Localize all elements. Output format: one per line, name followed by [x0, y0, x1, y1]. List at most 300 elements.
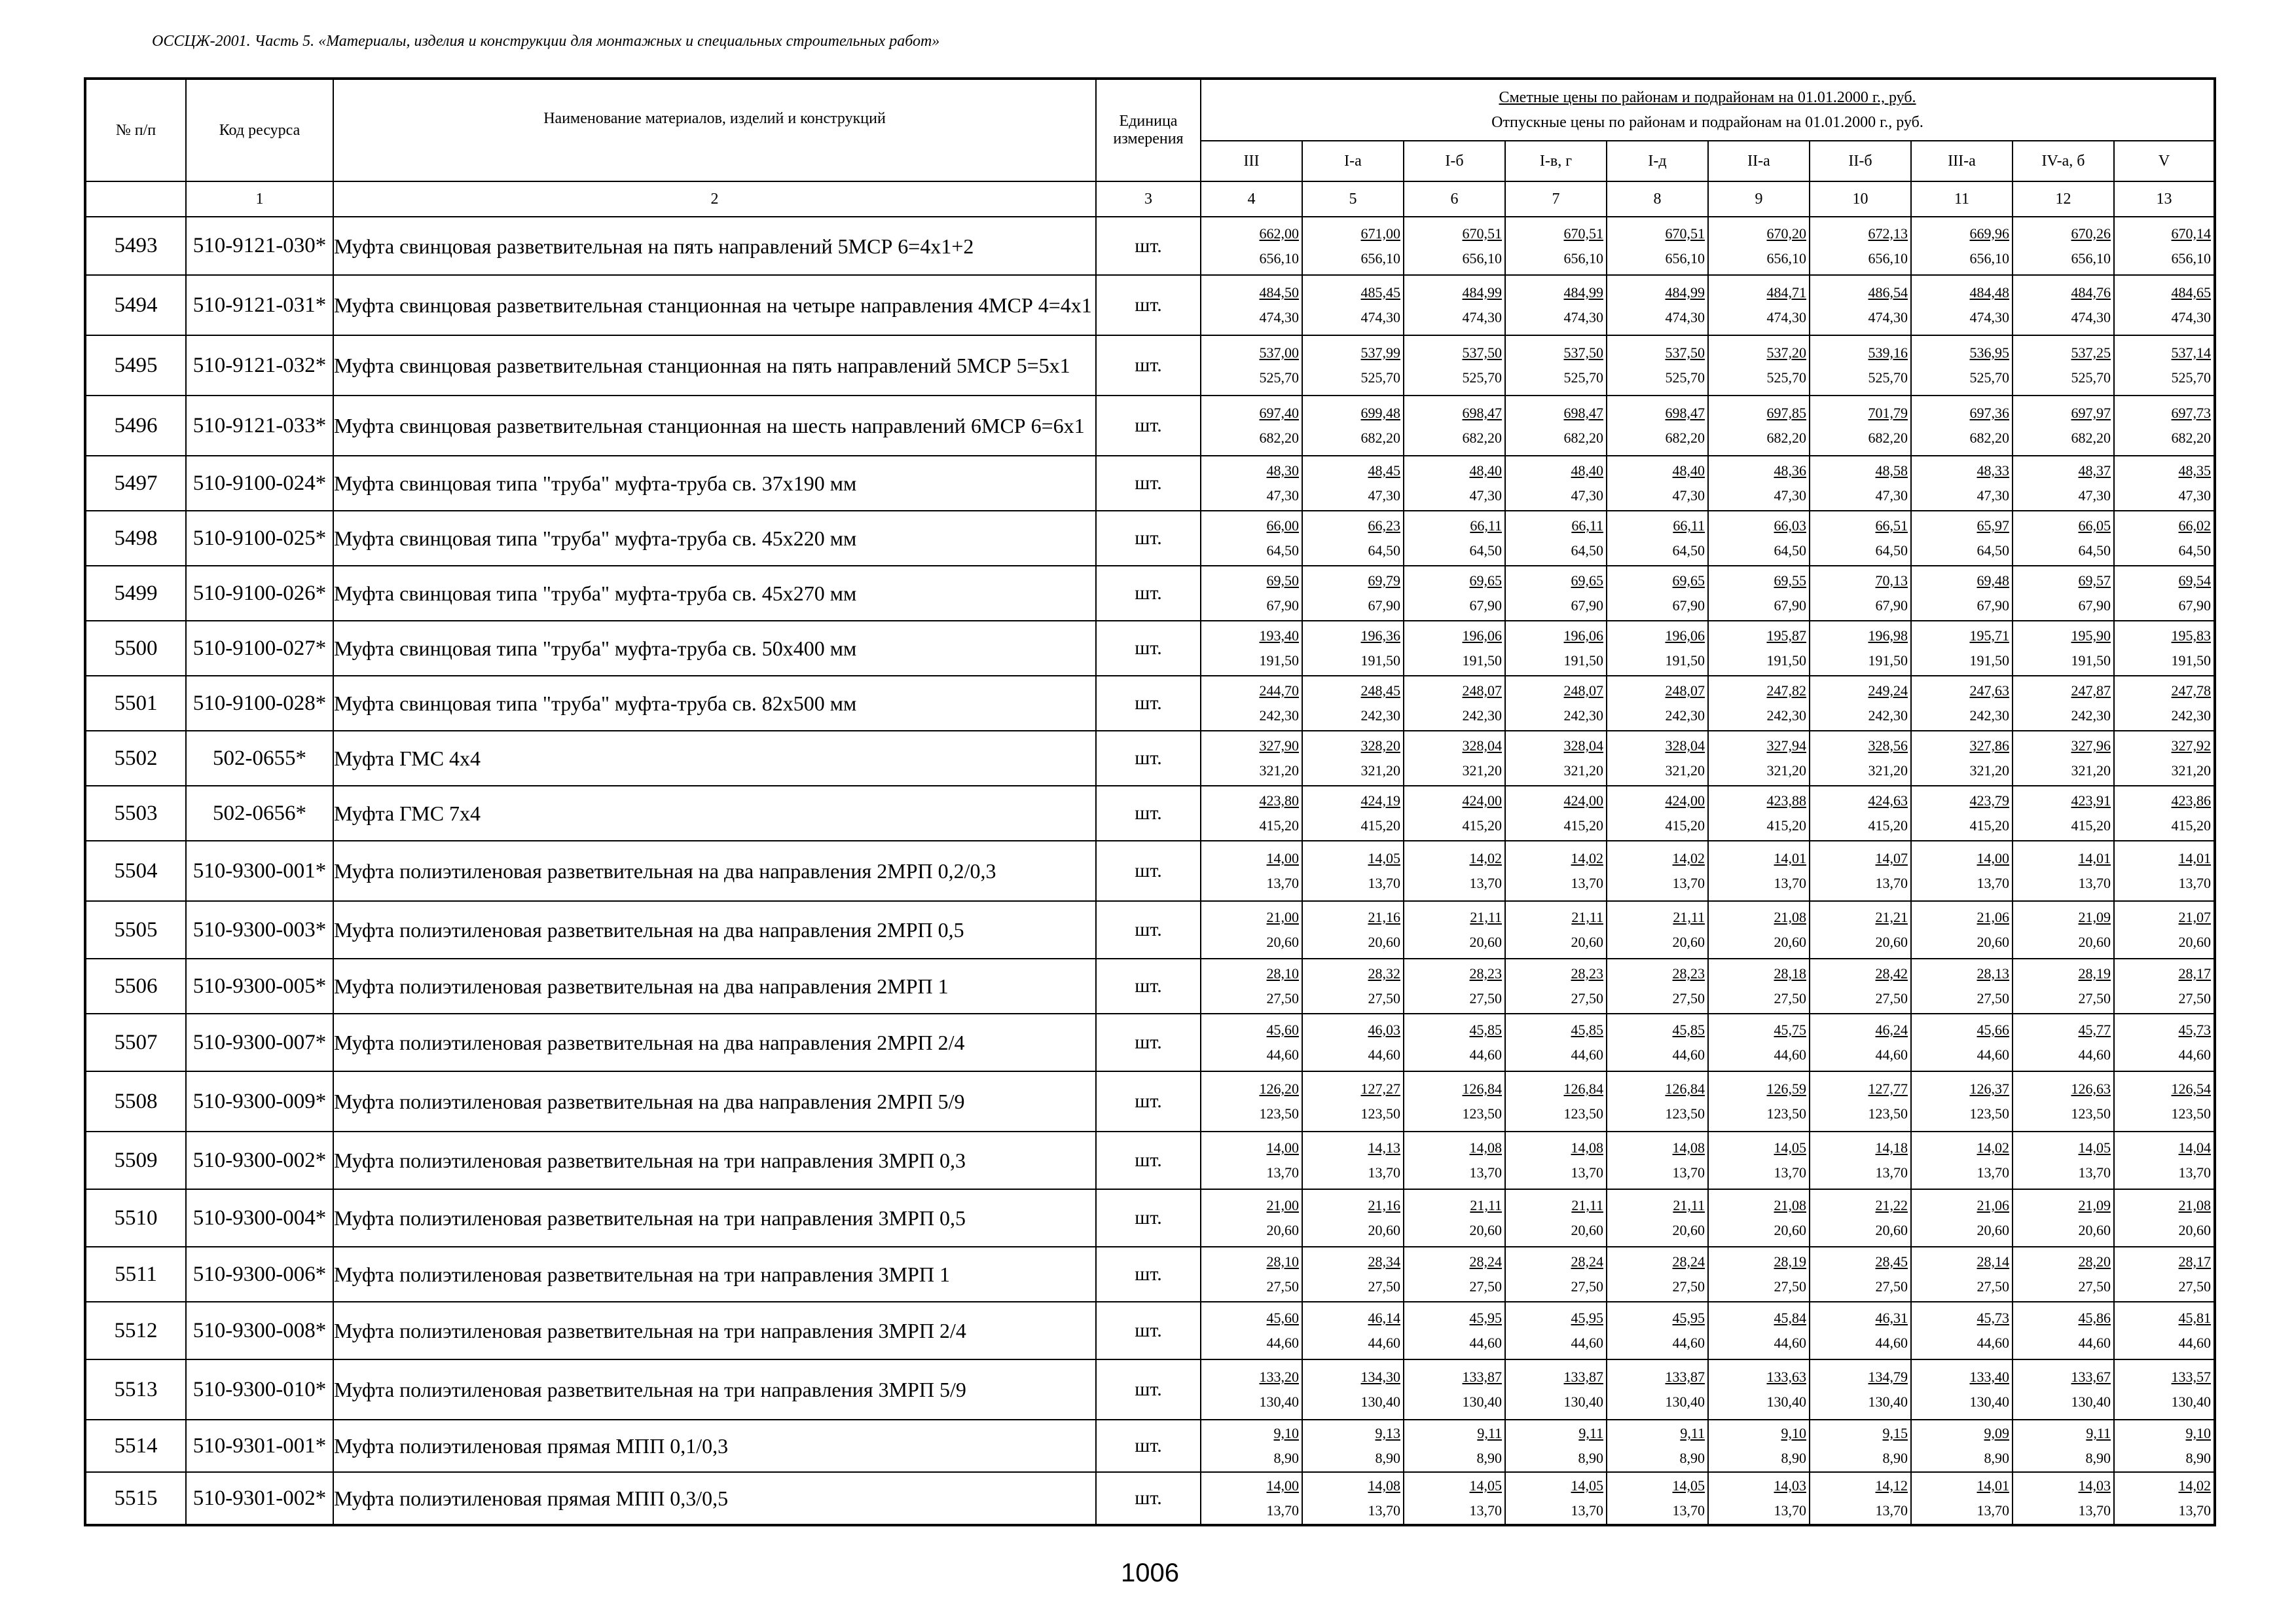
row-number: 5493	[85, 217, 186, 275]
price-cell	[2114, 456, 2215, 511]
release-price: 20,60	[1672, 934, 1705, 950]
price-cell	[2013, 511, 2114, 566]
estimate-price: 423,91	[2071, 792, 2111, 809]
material-name: Муфта полиэтиленовая разветвительная на три направления 3МРП 5/9	[333, 1359, 1096, 1420]
estimate-price: 45,85	[1469, 1022, 1502, 1038]
release-price: 474,30	[1563, 309, 1603, 325]
price-cell	[1404, 1247, 1505, 1302]
column-number	[85, 181, 186, 217]
price-cell	[1708, 1189, 1810, 1247]
estimate-price: 126,37	[1969, 1080, 2009, 1097]
unit-cell: шт.	[1096, 1132, 1201, 1189]
price-cell	[1810, 335, 1911, 396]
estimate-price: 669,96	[1969, 225, 2009, 242]
material-name: Муфта полиэтиленовая разветвительная на два направления 2МРП 2/4	[333, 1014, 1096, 1071]
release-price: 13,70	[1977, 1164, 2009, 1181]
resource-code: 510-9121-033*	[186, 396, 333, 456]
price-cell	[1505, 1189, 1607, 1247]
release-price: 13,70	[2178, 1502, 2212, 1519]
unit-cell: шт.	[1096, 786, 1201, 841]
resource-code: 510-9300-007*	[186, 1014, 333, 1071]
release-price: 27,50	[1469, 990, 1502, 1006]
estimate-price: 699,48	[1360, 405, 1400, 421]
price-cell	[1404, 1132, 1505, 1189]
price-cell	[1911, 1071, 2013, 1132]
material-name: Муфта ГМС 7x4	[333, 786, 1096, 841]
release-price: 27,50	[1977, 990, 2009, 1006]
release-price: 123,50	[1969, 1105, 2009, 1122]
price-cell	[2013, 621, 2114, 676]
price-cell	[2013, 731, 2114, 786]
release-price: 47,30	[1774, 487, 1806, 504]
resource-code: 510-9100-025*	[186, 511, 333, 566]
column-number: 8	[1607, 181, 1708, 217]
estimate-price: 247,87	[2071, 682, 2111, 699]
price-cell	[1302, 217, 1404, 275]
price-cell	[1911, 1472, 2013, 1525]
price-cell	[1404, 217, 1505, 275]
price-cell	[1201, 1359, 1302, 1420]
resource-code: 510-9301-002*	[186, 1472, 333, 1525]
release-price: 8,90	[2185, 1450, 2212, 1466]
price-cell	[1607, 1014, 1708, 1071]
estimate-price: 66,11	[1571, 517, 1603, 534]
release-price: 321,20	[1665, 762, 1705, 779]
price-cell	[1911, 786, 2013, 841]
price-cell	[1911, 566, 2013, 621]
estimate-price: 66,23	[1368, 517, 1400, 534]
price-cell	[1201, 275, 1302, 335]
price-cell	[1810, 566, 1911, 621]
estimate-price: 46,14	[1368, 1310, 1400, 1326]
estimate-price: 327,92	[2171, 737, 2212, 754]
price-cell	[1810, 1420, 1911, 1472]
resource-code: 510-9121-031*	[186, 275, 333, 335]
release-price: 13,70	[2178, 875, 2212, 891]
estimate-price: 46,31	[1875, 1310, 1908, 1326]
price-cell	[2114, 621, 2215, 676]
col-header-name: Наименование материалов, изделий и конструкций	[333, 79, 1096, 181]
price-cell	[1505, 511, 1607, 566]
release-price: 13,70	[1875, 875, 1908, 891]
release-price: 321,20	[1766, 762, 1806, 779]
estimate-price: 484,50	[1259, 284, 1299, 301]
price-cell	[1810, 511, 1911, 566]
release-price: 44,60	[1774, 1046, 1806, 1063]
estimate-price: 247,63	[1969, 682, 2009, 699]
estimate-price: 69,54	[2178, 572, 2212, 589]
price-cell	[1911, 396, 2013, 456]
unit-cell: шт.	[1096, 731, 1201, 786]
estimate-price: 14,07	[1875, 850, 1908, 866]
release-price: 13,70	[1571, 1502, 1603, 1519]
estimate-price: 423,86	[2171, 792, 2212, 809]
release-price: 682,20	[1360, 430, 1400, 446]
resource-code: 510-9121-032*	[186, 335, 333, 396]
estimate-price: 126,84	[1462, 1080, 1502, 1097]
release-price: 27,50	[1266, 1278, 1299, 1295]
release-price: 27,50	[1672, 1278, 1705, 1295]
release-price: 27,50	[2078, 990, 2111, 1006]
release-price: 474,30	[2171, 309, 2212, 325]
table-row	[85, 396, 2215, 456]
region-header: I-б	[1404, 141, 1505, 181]
price-cell	[1708, 1014, 1810, 1071]
row-number: 5514	[85, 1420, 186, 1472]
release-price: 13,70	[1266, 875, 1299, 891]
release-price: 67,90	[1774, 597, 1806, 614]
estimate-price: 48,40	[1571, 462, 1603, 479]
material-name: Муфта свинцовая разветвительная станционная на четыре направления 4МСР 4=4x1	[333, 275, 1096, 335]
price-cell	[1302, 901, 1404, 959]
unit-cell: шт.	[1096, 217, 1201, 275]
release-price: 191,50	[1969, 652, 2009, 669]
release-price: 415,20	[1766, 817, 1806, 834]
material-name: Муфта полиэтиленовая разветвительная на два направления 2МРП 1	[333, 959, 1096, 1014]
estimate-price: 133,87	[1563, 1369, 1603, 1385]
release-price: 13,70	[1774, 1164, 1806, 1181]
price-cell	[1505, 841, 1607, 901]
estimate-price: 672,13	[1868, 225, 1908, 242]
release-price: 474,30	[1462, 309, 1502, 325]
price-cell	[2114, 1071, 2215, 1132]
price-cell	[1708, 335, 1810, 396]
estimate-price: 69,65	[1469, 572, 1502, 589]
table-row	[85, 217, 2215, 275]
estimate-price: 14,08	[1469, 1139, 1502, 1156]
price-cell	[1302, 335, 1404, 396]
estimate-price: 14,13	[1368, 1139, 1400, 1156]
estimate-price: 328,56	[1868, 737, 1908, 754]
price-cell	[2114, 1132, 2215, 1189]
release-price: 191,50	[2171, 652, 2212, 669]
estimate-price: 126,63	[2071, 1080, 2111, 1097]
estimate-price: 69,65	[1571, 572, 1603, 589]
table-row	[85, 621, 2215, 676]
price-cell	[2013, 456, 2114, 511]
release-price: 13,70	[2078, 1502, 2111, 1519]
price-cell	[1911, 841, 2013, 901]
release-price: 130,40	[1868, 1393, 1908, 1410]
unit-cell: шт.	[1096, 1071, 1201, 1132]
price-cell	[1810, 1189, 1911, 1247]
estimate-price: 126,84	[1563, 1080, 1603, 1097]
price-cell	[1810, 676, 1911, 731]
release-price: 47,30	[2078, 487, 2111, 504]
price-cell	[1810, 1071, 1911, 1132]
release-price: 130,40	[2071, 1393, 2111, 1410]
prices-header-release: Отпускные цены по районам и подрайонам на 01.01.2000 г., руб.	[1491, 114, 1923, 131]
price-cell	[2013, 901, 2114, 959]
price-cell	[1708, 1132, 1810, 1189]
region-header: IV-а, б	[2013, 141, 2114, 181]
page-number: 1006	[1121, 1559, 1179, 1587]
release-price: 130,40	[2171, 1393, 2212, 1410]
estimate-price: 424,00	[1462, 792, 1502, 809]
release-price: 656,10	[2071, 249, 2111, 267]
price-cell	[2013, 1420, 2114, 1472]
region-header: I-д	[1607, 141, 1708, 181]
release-price: 321,20	[1969, 762, 2009, 779]
release-price: 191,50	[1563, 652, 1603, 669]
estimate-price: 14,03	[1774, 1477, 1806, 1494]
table-row	[85, 275, 2215, 335]
estimate-price: 21,16	[1368, 909, 1400, 925]
estimate-price: 670,26	[2071, 225, 2111, 242]
estimate-price: 698,47	[1563, 405, 1603, 421]
price-cell	[1302, 1472, 1404, 1525]
release-price: 27,50	[2078, 1278, 2111, 1295]
release-price: 525,70	[1969, 369, 2009, 386]
price-cell	[1911, 456, 2013, 511]
estimate-price: 14,00	[1977, 850, 2009, 866]
price-cell	[1810, 1014, 1911, 1071]
estimate-price: 697,36	[1969, 405, 2009, 421]
resource-code: 510-9100-027*	[186, 621, 333, 676]
price-cell	[1708, 217, 1810, 275]
price-cell	[2013, 1014, 2114, 1071]
release-price: 13,70	[1266, 1502, 1299, 1519]
release-price: 20,60	[1368, 1222, 1400, 1238]
estimate-price: 45,95	[1571, 1310, 1603, 1326]
estimate-price: 537,50	[1563, 344, 1603, 361]
estimate-price: 46,24	[1875, 1022, 1908, 1038]
release-price: 415,20	[1462, 817, 1502, 834]
price-cell	[1302, 511, 1404, 566]
estimate-price: 328,04	[1563, 737, 1603, 754]
price-cell	[1404, 335, 1505, 396]
price-cell	[1505, 1132, 1607, 1189]
price-cell	[2114, 1247, 2215, 1302]
release-price: 44,60	[1875, 1046, 1908, 1063]
price-cell	[1607, 1247, 1708, 1302]
estimate-price: 70,13	[1875, 572, 1908, 589]
release-price: 13,70	[1368, 875, 1400, 891]
price-cell	[1201, 456, 1302, 511]
release-price: 64,50	[1672, 542, 1705, 559]
estimate-price: 126,20	[1259, 1080, 1299, 1097]
estimate-price: 697,97	[2071, 405, 2111, 421]
estimate-price: 14,00	[1266, 850, 1299, 866]
estimate-price: 28,23	[1571, 965, 1603, 982]
release-price: 191,50	[2071, 652, 2111, 669]
price-cell	[1201, 1071, 1302, 1132]
estimate-price: 195,83	[2171, 627, 2212, 644]
region-header: II-а	[1708, 141, 1810, 181]
estimate-price: 69,79	[1368, 572, 1400, 589]
resource-code: 510-9100-024*	[186, 456, 333, 511]
release-price: 656,10	[1462, 249, 1502, 267]
column-number: 5	[1302, 181, 1404, 217]
material-name: Муфта полиэтиленовая разветвительная на три направления 3МРП 2/4	[333, 1302, 1096, 1359]
price-cell	[1201, 566, 1302, 621]
price-cell	[1911, 1420, 2013, 1472]
estimate-price: 670,51	[1563, 225, 1603, 242]
release-price: 8,90	[1476, 1450, 1502, 1466]
price-cell	[2114, 335, 2215, 396]
price-cell	[1607, 1071, 1708, 1132]
estimate-price: 45,60	[1266, 1022, 1299, 1038]
release-price: 321,20	[1360, 762, 1400, 779]
price-cell	[2114, 275, 2215, 335]
release-price: 321,20	[1563, 762, 1603, 779]
material-name: Муфта свинцовая типа "труба" муфта-труба св. 82x500 мм	[333, 676, 1096, 731]
price-cell	[1708, 1247, 1810, 1302]
release-price: 123,50	[1563, 1105, 1603, 1122]
estimate-price: 14,05	[1571, 1477, 1603, 1494]
estimate-price: 670,20	[1766, 225, 1806, 242]
price-cell	[2013, 676, 2114, 731]
estimate-price: 45,60	[1266, 1310, 1299, 1326]
price-cell	[2114, 1359, 2215, 1420]
release-price: 656,10	[1665, 249, 1705, 267]
resource-code: 510-9100-026*	[186, 566, 333, 621]
price-cell	[1911, 731, 2013, 786]
release-price: 656,10	[1766, 249, 1806, 267]
release-price: 123,50	[1259, 1105, 1299, 1122]
release-price: 130,40	[1766, 1393, 1806, 1410]
estimate-price: 423,79	[1969, 792, 2009, 809]
release-price: 682,20	[2171, 430, 2212, 446]
unit-cell: шт.	[1096, 275, 1201, 335]
release-price: 321,20	[1259, 762, 1299, 779]
price-cell	[1810, 901, 1911, 959]
row-number: 5508	[85, 1071, 186, 1132]
price-cell	[1302, 959, 1404, 1014]
row-number: 5513	[85, 1359, 186, 1420]
price-cell	[2013, 217, 2114, 275]
price-cell	[1607, 1472, 1708, 1525]
price-cell	[1810, 1132, 1911, 1189]
table-row	[85, 1132, 2215, 1189]
release-price: 44,60	[2078, 1335, 2111, 1351]
price-cell	[1505, 1472, 1607, 1525]
release-price: 321,20	[2071, 762, 2111, 779]
price-cell	[1505, 959, 1607, 1014]
price-cell	[1810, 1247, 1911, 1302]
estimate-price: 66,11	[1470, 517, 1502, 534]
estimate-price: 670,51	[1462, 225, 1502, 242]
estimate-price: 28,10	[1266, 1253, 1299, 1270]
price-cell	[1302, 1189, 1404, 1247]
release-price: 130,40	[1360, 1393, 1400, 1410]
estimate-price: 14,05	[1368, 850, 1400, 866]
price-cell	[1302, 731, 1404, 786]
price-cell	[2114, 566, 2215, 621]
release-price: 20,60	[1469, 1222, 1502, 1238]
estimate-price: 28,34	[1368, 1253, 1400, 1270]
estimate-price: 14,08	[1571, 1139, 1603, 1156]
price-cell	[1505, 335, 1607, 396]
release-price: 474,30	[1868, 309, 1908, 325]
price-cell	[1911, 511, 2013, 566]
release-price: 242,30	[1665, 707, 1705, 724]
price-cell	[1911, 1247, 2013, 1302]
estimate-price: 28,45	[1875, 1253, 1908, 1270]
estimate-price: 9,11	[1477, 1425, 1502, 1441]
release-price: 27,50	[1368, 1278, 1400, 1295]
price-cell	[1607, 335, 1708, 396]
release-price: 44,60	[1977, 1046, 2009, 1063]
estimate-price: 697,40	[1259, 405, 1299, 421]
estimate-price: 14,02	[1672, 850, 1705, 866]
price-cell	[1607, 396, 1708, 456]
price-cell	[1505, 1302, 1607, 1359]
estimate-price: 45,66	[1977, 1022, 2009, 1038]
price-cell	[1404, 1302, 1505, 1359]
estimate-price: 48,33	[1977, 462, 2009, 479]
resource-code: 510-9301-001*	[186, 1420, 333, 1472]
release-price: 13,70	[1672, 875, 1705, 891]
release-price: 27,50	[1875, 990, 1908, 1006]
price-cell	[1708, 275, 1810, 335]
release-price: 64,50	[1266, 542, 1299, 559]
price-cell	[1607, 456, 1708, 511]
price-cell	[1404, 786, 1505, 841]
estimate-price: 69,65	[1672, 572, 1705, 589]
release-price: 44,60	[1977, 1335, 2009, 1351]
release-price: 20,60	[1266, 934, 1299, 950]
estimate-price: 14,18	[1875, 1139, 1908, 1156]
estimate-price: 45,73	[1977, 1310, 2009, 1326]
release-price: 13,70	[1266, 1164, 1299, 1181]
estimate-price: 48,37	[2078, 462, 2111, 479]
release-price: 47,30	[1875, 487, 1908, 504]
estimate-price: 48,45	[1368, 462, 1400, 479]
price-cell	[1404, 621, 1505, 676]
estimate-price: 66,00	[1266, 517, 1299, 534]
release-price: 27,50	[1672, 990, 1705, 1006]
estimate-price: 9,10	[1273, 1425, 1299, 1441]
release-price: 130,40	[1969, 1393, 2009, 1410]
resource-code: 510-9121-030*	[186, 217, 333, 275]
material-name: Муфта полиэтиленовая прямая МПП 0,1/0,3	[333, 1420, 1096, 1472]
price-cell	[1201, 396, 1302, 456]
column-number: 7	[1505, 181, 1607, 217]
estimate-price: 698,47	[1462, 405, 1502, 421]
price-cell	[1201, 217, 1302, 275]
row-number: 5499	[85, 566, 186, 621]
price-cell	[1201, 676, 1302, 731]
table-row	[85, 1071, 2215, 1132]
release-price: 44,60	[1672, 1046, 1705, 1063]
estimate-price: 45,95	[1672, 1310, 1705, 1326]
estimate-price: 66,03	[1774, 517, 1806, 534]
estimate-price: 126,54	[2171, 1080, 2212, 1097]
estimate-price: 14,05	[1469, 1477, 1502, 1494]
price-cell	[1708, 621, 1810, 676]
price-cell	[1505, 396, 1607, 456]
release-price: 130,40	[1563, 1393, 1603, 1410]
release-price: 13,70	[1774, 1502, 1806, 1519]
release-price: 20,60	[2078, 934, 2111, 950]
estimate-price: 134,30	[1360, 1369, 1400, 1385]
release-price: 44,60	[1469, 1046, 1502, 1063]
release-price: 242,30	[1259, 707, 1299, 724]
estimate-price: 133,87	[1462, 1369, 1502, 1385]
release-price: 47,30	[1266, 487, 1299, 504]
release-price: 20,60	[2178, 1222, 2212, 1238]
price-cell	[1810, 456, 1911, 511]
price-cell	[1404, 275, 1505, 335]
estimate-price: 126,59	[1766, 1080, 1806, 1097]
release-price: 64,50	[2078, 542, 2111, 559]
price-table	[84, 77, 2216, 1526]
price-cell	[2013, 786, 2114, 841]
estimate-price: 14,01	[2078, 850, 2111, 866]
estimate-price: 14,02	[2178, 1477, 2212, 1494]
release-price: 525,70	[2171, 369, 2212, 386]
